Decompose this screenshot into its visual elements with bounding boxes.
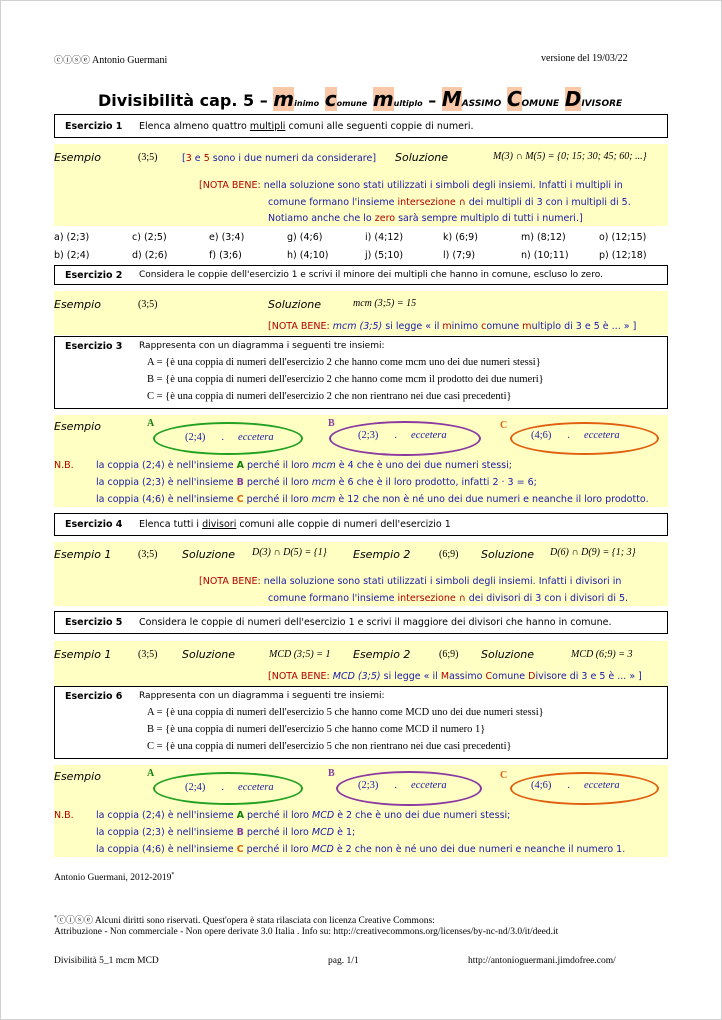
venn-2-b-element: (2;3) . eccetera — [358, 780, 447, 791]
venn-2-set-c-label: C — [500, 770, 508, 781]
pair-item: i) (4;12) — [365, 232, 404, 243]
exercise-5-text: Considera le coppie di numeri dell'esercizio 1 e scrivi il maggiore dei divisori che hanno in comune. — [139, 617, 612, 628]
footer-url[interactable]: http://antonioguermani.jimdofree.com/ — [468, 956, 616, 966]
example-4-pair-2: (6;9) — [439, 549, 459, 560]
example-1-solution-label: Soluzione — [395, 151, 449, 164]
pair-item: p) (12;18) — [599, 250, 647, 261]
footer-license-line-2: Attribuzione - Non commerciale - Non opere derivate 3.0 Italia . Info su: http://creativecommons.org/licenses/by-nc-nd/3.0/it/deed.it — [54, 927, 559, 937]
venn-1-set-a-label: A — [147, 418, 155, 429]
footer-license-line-1: *ⓒⓘⓢⓔ Alcuni diritti sono riservati. Quest'opera è stata rilasciata con licenza Creative Commons: — [54, 914, 435, 926]
exercise-4-text: Elenca tutti i divisori comuni alle coppie di numeri dell'esercizio 1 — [139, 519, 451, 530]
exercise-6-text: Rappresenta con un diagramma i seguenti tre insiemi: — [139, 691, 385, 701]
venn-2-nb-label: N.B. — [54, 810, 74, 821]
exercise-6-label: Esercizio 6 — [65, 691, 123, 702]
example-5-formula-2: MCD (6;9) = 3 — [571, 649, 633, 660]
example-2-nota-bene: [NOTA BENE: mcm (3;5) si legge « il minimo comune multiplo di 3 e 5 è ... » ] — [268, 321, 637, 332]
exercise-6-set-a: A = {è una coppia di numeri dell'esercizio 5 che hanno come MCD uno dei due numeri stessi} — [147, 707, 544, 718]
example-5-label-1: Esempio 1 — [54, 648, 112, 661]
venn-2-nb-line-2: la coppia (2;3) è nell'insieme B perché il loro MCD è 1; — [96, 827, 356, 838]
venn-1-a-element: (2;4) . eccetera — [185, 432, 274, 443]
page-title: Divisibilità cap. 5 – minimo comune multiplo – MASSIMO COMUNE DIVISORE — [98, 87, 623, 111]
pair-item: a) (2;3) — [54, 232, 90, 243]
pair-item: k) (6;9) — [443, 232, 478, 243]
venn-1-nb-line-2: la coppia (2;3) è nell'insieme B perché il loro mcm è 6 che è il loro prodotto, infatti 2 · 3 = 6; — [96, 477, 537, 488]
pair-item: l) (7;9) — [443, 250, 476, 261]
venn-1-nb-label: N.B. — [54, 460, 74, 471]
exercise-2-label: Esercizio 2 — [65, 270, 123, 281]
example-1-nota-bene-line-2: comune formano l'insieme intersezione ∩ dei multipli di 3 con i multipli di 5. — [268, 197, 631, 208]
cc-license-icon: ⓒⓘⓢⓔ — [57, 915, 94, 925]
example-1-note: [3 e 5 sono i due numeri da considerare] — [182, 153, 377, 164]
venn-2-nb-line-1: la coppia (2;4) è nell'insieme A perché il loro MCD è 2 che è uno dei due numeri stessi; — [96, 810, 511, 821]
pair-item: g) (4;6) — [287, 232, 323, 243]
example-4-label-2: Esempio 2 — [353, 548, 411, 561]
exercise-5-box — [54, 611, 668, 634]
exercise-3-label: Esercizio 3 — [65, 341, 123, 352]
exercise-3-text: Rappresenta con un diagramma i seguenti tre insiemi: — [139, 341, 385, 351]
example-5-formula-1: MCD (3;5) = 1 — [269, 649, 331, 660]
pair-item: c) (2;5) — [132, 232, 167, 243]
example-5-nota-bene: [NOTA BENE: MCD (3;5) si legge « il Massimo Comune Divisore di 3 e 5 è ... » ] — [268, 671, 642, 682]
pair-item: f) (3;6) — [209, 250, 242, 261]
venn-1-nb-line-1: la coppia (2;4) è nell'insieme A perché il loro mcm è 4 che è uno dei due numeri stessi; — [96, 460, 512, 471]
example-5-pair-1: (3;5) — [138, 649, 158, 660]
pair-item: o) (12;15) — [599, 232, 647, 243]
header-version: versione del 19/03/22 — [541, 53, 628, 64]
exercise-5-label: Esercizio 5 — [65, 617, 123, 628]
example-4-pair-1: (3;5) — [138, 549, 158, 560]
exercise-1-box — [54, 114, 668, 138]
cc-license-icon: ⓒⓘⓢⓔ — [54, 55, 91, 65]
exercise-3-set-b: B = {è una coppia di numeri dell'esercizio 2 che hanno come mcm il prodotto dei due numeri} — [147, 374, 544, 385]
exercise-6-box — [54, 686, 668, 759]
venn-1-set-c-label: C — [500, 420, 508, 431]
example-4-nota-bene-line-1: [NOTA BENE: nella soluzione sono stati utilizzati i simboli degli insiemi. Infatti i divisori in — [199, 576, 622, 587]
example-2-formula: mcm (3;5) = 15 — [353, 298, 417, 309]
example-4-solution-1: Soluzione — [182, 548, 236, 561]
venn-1-set-b-label: B — [328, 418, 335, 429]
example-4-label-1: Esempio 1 — [54, 548, 112, 561]
example-2-label: Esempio — [54, 298, 101, 311]
exercise-3-box — [54, 336, 668, 409]
venn-2-a-element: (2;4) . eccetera — [185, 782, 274, 793]
exercise-2-text: Considera le coppie dell'esercizio 1 e scrivi il minore dei multipli che hanno in comune, escluso lo zero. — [139, 270, 603, 280]
example-2-solution-label: Soluzione — [268, 298, 322, 311]
exercise-6-set-c: C = {è una coppia di numeri dell'esercizio 5 che non rientrano nei due casi precedenti} — [147, 741, 512, 752]
exercise-1-label: Esercizio 1 — [65, 121, 123, 132]
venn-2-label: Esempio — [54, 770, 101, 783]
exercise-3-set-a: A = {è una coppia di numeri dell'esercizio 2 che hanno come mcm uno dei due numeri stessi} — [147, 357, 541, 368]
pair-item: j) (5;10) — [365, 250, 404, 261]
example-1-formula: M(3) ∩ M(5) = {0; 15; 30; 45; 60; ...} — [493, 151, 647, 162]
exercise-6-set-b: B = {è una coppia di numeri dell'esercizio 5 che hanno come MCD il numero 1} — [147, 724, 486, 735]
example-5-solution-2: Soluzione — [481, 648, 535, 661]
venn-2-set-a-label: A — [147, 768, 155, 779]
venn-2-c-element: (4;6) . eccetera — [531, 780, 620, 791]
venn-1-b-element: (2;3) . eccetera — [358, 430, 447, 441]
pair-item: n) (10;11) — [521, 250, 569, 261]
pair-item: h) (4;10) — [287, 250, 329, 261]
pair-item: b) (2;4) — [54, 250, 90, 261]
venn-1-c-element: (4;6) . eccetera — [531, 430, 620, 441]
example-5-label-2: Esempio 2 — [353, 648, 411, 661]
header-author: ⓒⓘⓢⓔ Antonio Guermani — [54, 55, 168, 66]
venn-2-set-b-label: B — [328, 768, 335, 779]
exercise-2-box — [54, 265, 668, 285]
pair-item: m) (8;12) — [521, 232, 566, 243]
example-4-formula-1: D(3) ∩ D(5) = {1} — [252, 547, 327, 558]
example-1-label: Esempio — [54, 151, 101, 164]
example-5-pair-2: (6;9) — [439, 649, 459, 660]
pair-item: e) (3;4) — [209, 232, 245, 243]
exercise-4-label: Esercizio 4 — [65, 519, 123, 530]
footer-credit: Antonio Guermani, 2012-2019* — [54, 872, 175, 884]
example-2-pair: (3;5) — [138, 299, 158, 310]
exercise-4-box — [54, 513, 668, 536]
example-1-nota-bene-line-3: Notiamo anche che lo zero sarà sempre multiplo di tutti i numeri.] — [268, 213, 583, 224]
example-5-solution-1: Soluzione — [182, 648, 236, 661]
footer-page-number: pag. 1/1 — [328, 956, 359, 966]
example-4-nota-bene-line-2: comune formano l'insieme intersezione ∩ dei divisori di 3 con i divisori di 5. — [268, 593, 629, 604]
exercise-1-text: Elenca almeno quattro multipli comuni alle seguenti coppie di numeri. — [139, 121, 474, 132]
example-1-pair: (3;5) — [138, 152, 158, 163]
example-4-solution-2: Soluzione — [481, 548, 535, 561]
exercise-3-set-c: C = {è una coppia di numeri dell'esercizio 2 che non rientrano nei due casi precedenti} — [147, 391, 512, 402]
venn-2-nb-line-3: la coppia (4;6) è nell'insieme C perché il loro MCD è 2 che non è né uno dei due numeri e neanche il numero 1. — [96, 844, 626, 855]
footer-doc-name: Divisibilità 5_1 mcm MCD — [54, 956, 159, 966]
venn-1-nb-line-3: la coppia (4;6) è nell'insieme C perché il loro mcm è 12 che non è né uno dei due numeri e neanche il loro prodotto. — [96, 494, 649, 505]
pair-item: d) (2;6) — [132, 250, 168, 261]
venn-1-label: Esempio — [54, 420, 101, 433]
example-4-formula-2: D(6) ∩ D(9) = {1; 3} — [550, 547, 636, 558]
example-1-nota-bene-line-1: [NOTA BENE: nella soluzione sono stati utilizzati i simboli degli insiemi. Infatti i multipli in — [199, 180, 623, 191]
